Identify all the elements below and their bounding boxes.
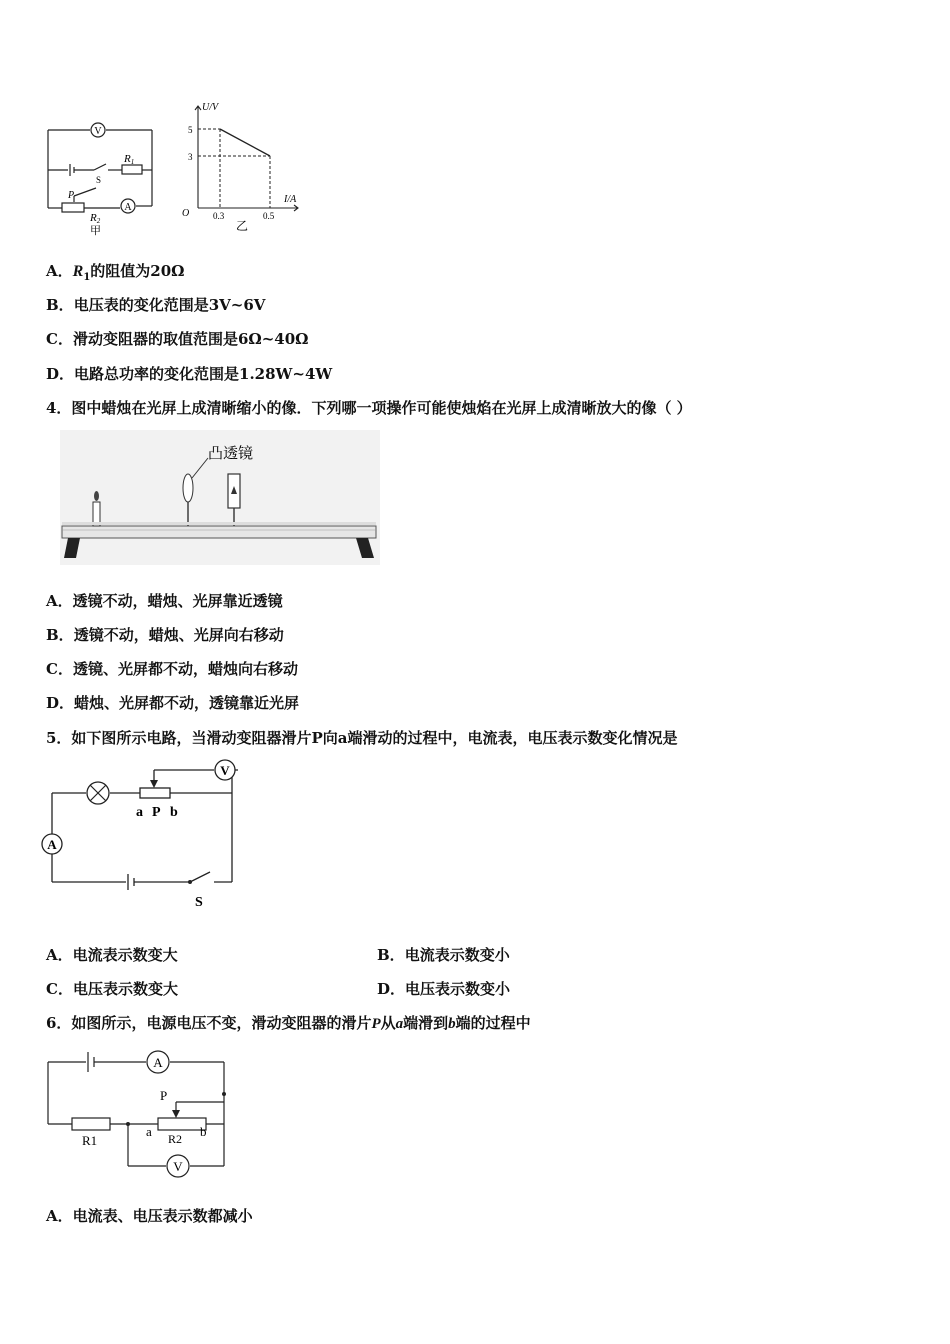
jia-r2-label: R xyxy=(90,212,97,224)
q6-option-a[interactable]: A．电流表、电压表示数都减小 xyxy=(46,1207,253,1225)
q6-voltmeter-label: V xyxy=(173,1159,183,1174)
q4-optical-bench-figure xyxy=(60,430,380,565)
q5-label-p: P xyxy=(152,805,161,820)
q3-option-a[interactable]: A．$R_1$的阻值为20Ω xyxy=(46,262,185,283)
q6-label-a: a xyxy=(146,1124,152,1139)
jia-ammeter-label: A xyxy=(124,202,132,213)
q5-stem: 5．如下图所示电路，当滑动变阻器滑片P向a端滑动的过程中，电流表，电压表示数变化情况是 xyxy=(46,729,678,747)
q4-option-b[interactable]: B．透镜不动，蜡烛、光屏向右移动 xyxy=(46,626,284,644)
lens-label: 凸透镜 xyxy=(208,446,254,462)
q6-ammeter-label: A xyxy=(153,1055,163,1070)
x-axis-label: I/A xyxy=(284,194,297,205)
q4-stem: 4．图中蜡烛在光屏上成清晰缩小的像．下列哪一项操作可能使烛焰在光屏上成清晰放大的像（ ） xyxy=(46,399,692,417)
q5-label-b: b xyxy=(170,805,178,820)
convex-lens xyxy=(183,474,193,502)
q3-circuit-jia xyxy=(40,118,170,238)
svg-text:R2: R2 xyxy=(90,212,101,225)
r1-symbol: R xyxy=(72,263,84,280)
q4-option-c[interactable]: C．透镜、光屏都不动，蜡烛向右移动 xyxy=(46,660,298,678)
q6-circuit xyxy=(40,1042,240,1182)
q6-r1-label: R1 xyxy=(82,1133,98,1148)
q4-option-d[interactable]: D．蜡烛、光屏都不动，透镜靠近光屏 xyxy=(46,694,300,712)
q5-option-d[interactable]: D．电压表示数变小 xyxy=(377,980,511,998)
y-axis-label: U/V xyxy=(202,102,219,113)
q3-graph-yi xyxy=(178,96,308,236)
q5-ammeter-label: A xyxy=(47,837,57,852)
q3-option-b[interactable]: B．电压表的变化范围是3V~6V xyxy=(46,296,266,314)
q5-option-b[interactable]: B．电流表示数变小 xyxy=(377,946,510,964)
svg-text:R1: R1 xyxy=(124,153,135,166)
y-tick-5: 5 xyxy=(188,125,193,135)
x-tick-0-3: 0.3 xyxy=(213,211,225,221)
jia-voltmeter-label: V xyxy=(94,126,102,137)
jia-switch-label: S xyxy=(96,175,102,185)
y-tick-3: 3 xyxy=(188,152,193,162)
q6-label-b: b xyxy=(200,1124,207,1139)
q5-option-a[interactable]: A．电流表示数变大 xyxy=(46,946,178,964)
yi-caption: 乙 xyxy=(236,219,249,233)
q5-circuit xyxy=(40,758,250,913)
q3-option-c[interactable]: C．滑动变阻器的取值范围是6Ω~40Ω xyxy=(46,330,309,348)
q5-voltmeter-label: V xyxy=(220,763,230,778)
jia-r1-label: R xyxy=(124,153,131,165)
origin-label: O xyxy=(182,208,190,219)
q5-label-a: a xyxy=(136,805,143,820)
q3-option-d[interactable]: D．电路总功率的变化范围是1.28W~4W xyxy=(46,365,333,383)
x-tick-0-5: 0.5 xyxy=(263,211,275,221)
q4-option-a[interactable]: A．透镜不动，蜡烛、光屏靠近透镜 xyxy=(46,592,283,610)
q6-label-p: P xyxy=(160,1088,168,1103)
q5-option-c[interactable]: C．电压表示数变大 xyxy=(46,980,178,998)
q6-stem: 6．如图所示，电源电压不变，滑动变阻器的滑片P从a端滑到b端的过程中 xyxy=(46,1014,531,1032)
q5-switch-label: S xyxy=(195,895,203,910)
q6-r2-label: R2 xyxy=(168,1132,183,1146)
jia-slider-label: P xyxy=(68,190,75,201)
jia-caption: 甲 xyxy=(90,225,101,237)
graph-data-line xyxy=(220,129,270,156)
